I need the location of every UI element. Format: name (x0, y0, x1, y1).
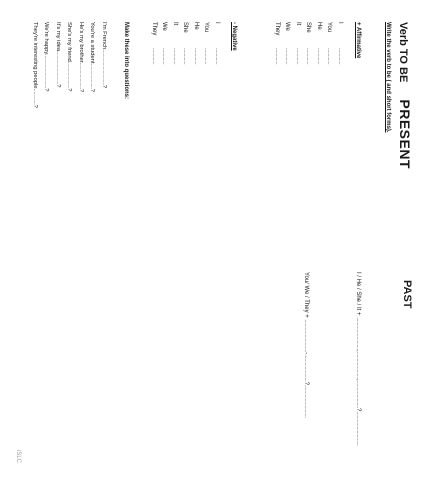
negative-label: - Negative (231, 22, 237, 51)
pronoun-row (327, 22, 333, 64)
pronoun: She (305, 22, 312, 33)
past-row2-blank-a: ........................ (303, 319, 309, 353)
past-row2-mark: ? (303, 381, 309, 385)
past-row1-blank-b: .................... (355, 351, 361, 380)
question-mark: ? (66, 88, 73, 92)
pronoun-row (337, 22, 343, 64)
question-mark: ? (32, 104, 38, 108)
pronoun-row (204, 22, 210, 64)
question-text: You're a student. (89, 22, 96, 66)
answer-blank: ............ (161, 48, 168, 65)
past-title: PAST (401, 280, 413, 309)
answer-blank: ............ (337, 48, 343, 65)
pronoun: They (274, 22, 280, 36)
question-blank: ................... (66, 63, 73, 89)
question-blank: .......................... (101, 50, 107, 85)
answer-blank: ............ (151, 48, 157, 65)
question-blank: .................. (89, 65, 96, 89)
question-mark: ? (78, 88, 84, 93)
question-text: They're interesting people. (32, 22, 38, 91)
pronoun: You (203, 22, 210, 33)
pronoun-row (274, 22, 280, 64)
questions-prompt: Make these into questions: (123, 22, 129, 100)
question-row (101, 22, 107, 88)
past-row1-sep1: , (355, 350, 361, 352)
answer-blank: ............ (172, 48, 178, 65)
question-blank: ................... (78, 64, 84, 89)
footer-mark: iSLC (15, 450, 21, 464)
answer-blank: ............ (284, 48, 291, 65)
answer-blank: ............ (316, 48, 322, 65)
answer-blank: ............ (193, 48, 199, 65)
pronoun: You (326, 22, 333, 33)
title-verb: Verb TO BE (397, 22, 409, 83)
question-row (32, 22, 38, 108)
question-mark: ? (89, 88, 96, 92)
past-row2-sep1: - (303, 352, 309, 355)
past-row2-blank-b: .................... (303, 354, 309, 382)
pronoun: I (337, 22, 343, 24)
pronoun-row (193, 22, 199, 64)
answer-blank: ............ (274, 48, 280, 65)
affirmative-label: + Affirmative (355, 22, 361, 59)
pronoun-row (214, 22, 220, 64)
question-mark: ? (55, 84, 61, 88)
pronoun-row (162, 22, 168, 64)
answer-blank: ............ (203, 48, 210, 65)
past-row2-blank-c: ........................ (303, 384, 309, 418)
pronoun-row (316, 22, 322, 64)
past-row1-mark: ? (355, 408, 361, 412)
pronoun-row (183, 22, 189, 64)
question-text: She's my friend. (66, 22, 73, 64)
question-row (90, 22, 96, 92)
past-row1-blank-a: ........................ (355, 317, 361, 351)
title-tense-present: PRESENT (397, 99, 413, 170)
present-instruction: Write the verb to be ( and short forms). (385, 22, 391, 133)
question-row (67, 22, 73, 92)
pronoun-row (172, 22, 178, 64)
pronoun-row (306, 22, 312, 64)
question-row (78, 22, 84, 92)
pronoun: He (193, 22, 199, 30)
answer-blank: ............ (295, 48, 301, 65)
question-text: He's my brother. (78, 22, 84, 65)
pronoun-row (295, 22, 301, 64)
question-row (44, 22, 50, 91)
question-row (55, 22, 61, 87)
answer-blank: ............ (214, 48, 220, 65)
question-blank: ........... (32, 90, 38, 105)
question-mark: ? (43, 88, 50, 92)
pronoun: He (316, 22, 322, 30)
pronoun: We (161, 22, 168, 31)
pronoun: They (151, 22, 157, 36)
question-blank: ........................ (55, 52, 61, 85)
pronoun: We (284, 22, 291, 31)
answer-blank: ............ (305, 48, 312, 65)
question-blank: ......................... (43, 55, 50, 89)
past-row1-blank-c: .................... (355, 380, 361, 409)
pronoun: It (172, 22, 178, 26)
past-row-singular (355, 272, 361, 446)
pronoun-row (285, 22, 291, 64)
question-text: I'm French. (101, 22, 107, 51)
past-row1-label: I / He / She / It + (355, 272, 361, 316)
past-row-plural (303, 272, 309, 418)
past-row1-sep2: , (355, 379, 361, 381)
past-row2-label: You/ We / They + (303, 272, 309, 318)
pronoun: I (214, 22, 220, 24)
pronoun: It (295, 22, 301, 26)
question-mark: ? (101, 84, 107, 89)
pronoun-row (151, 22, 157, 64)
question-text: We're happy. (43, 22, 50, 56)
pronoun: She (182, 22, 189, 33)
present-title (397, 22, 413, 169)
question-text: It's my idea. (55, 22, 61, 53)
past-row1-blank-d: ......................... (355, 411, 361, 446)
answer-blank: ............ (326, 48, 333, 65)
answer-blank: ............ (182, 48, 189, 65)
